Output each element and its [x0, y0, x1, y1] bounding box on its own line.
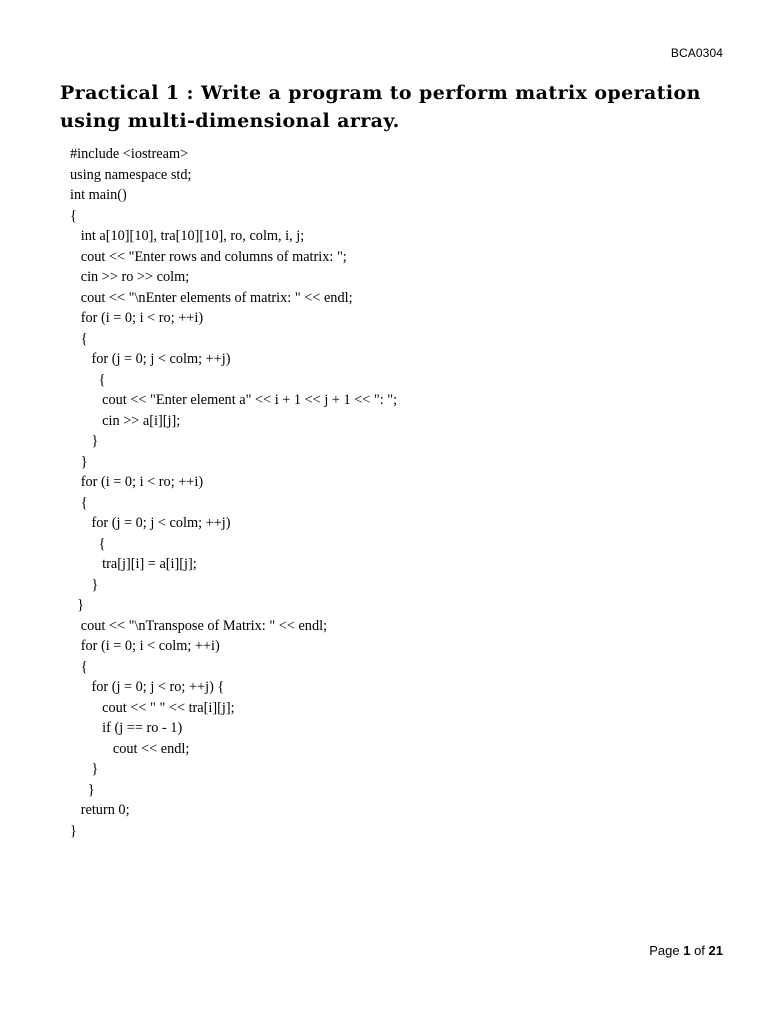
code-line: }: [70, 433, 99, 449]
code-line: #include <iostream>: [70, 146, 189, 162]
code-line: cin >> a[i][j];: [70, 412, 181, 429]
code-line: }: [70, 822, 77, 839]
code-listing: [70, 144, 730, 841]
code-line: {: [70, 494, 88, 511]
code-line: for (j = 0; j < ro; ++j) {: [70, 679, 225, 695]
code-line: }: [70, 781, 95, 798]
page-footer: [649, 943, 723, 958]
code-line: if (j == ro - 1): [70, 720, 183, 736]
code-line: cout << " " << tra[i][j];: [70, 699, 235, 716]
total-pages-number: 21: [708, 943, 723, 958]
page-label: Page: [649, 943, 680, 958]
code-line: tra[j][i] = a[i][j];: [70, 556, 197, 572]
code-line: cout << endl;: [70, 740, 190, 757]
code-line: for (i = 0; i < ro; ++i): [70, 474, 204, 490]
code-line: int main(): [70, 187, 127, 203]
code-line: {: [70, 330, 88, 347]
current-page-number: 1: [683, 943, 691, 958]
code-line: int a[10][10], tra[10][10], ro, colm, i, j;: [70, 228, 305, 244]
code-line: for (i = 0; i < ro; ++i): [70, 310, 204, 326]
code-line: {: [70, 658, 88, 675]
code-line: }: [70, 453, 88, 470]
page-title: Practical 1 : Write a program to perform matrix operation using multi-dimensional array.: [60, 82, 701, 132]
code-line: for (j = 0; j < colm; ++j): [70, 515, 231, 531]
code-line: {: [70, 371, 106, 388]
code-line: {: [70, 207, 77, 224]
code-line: for (i = 0; i < colm; ++i): [70, 638, 220, 654]
code-line: }: [70, 597, 85, 613]
of-label: of: [694, 943, 705, 958]
code-line: return 0;: [70, 802, 130, 818]
code-line: cout << "\nEnter elements of matrix: " << endl;: [70, 289, 353, 306]
code-line: cout << "\nTranspose of Matrix: " << endl;: [70, 617, 328, 634]
code-line: cout << "Enter element a" << i + 1 << j + 1 << ": ";: [70, 392, 398, 408]
code-line: }: [70, 761, 99, 777]
code-line: cout << "Enter rows and columns of matrix: ";: [70, 248, 347, 265]
code-line: cin >> ro >> colm;: [70, 269, 190, 285]
document-code-header: BCA0304: [670, 46, 723, 60]
code-line: using namespace std;: [70, 166, 192, 183]
code-line: {: [70, 535, 106, 552]
code-line: for (j = 0; j < colm; ++j): [70, 351, 231, 367]
code-line: }: [70, 576, 99, 593]
